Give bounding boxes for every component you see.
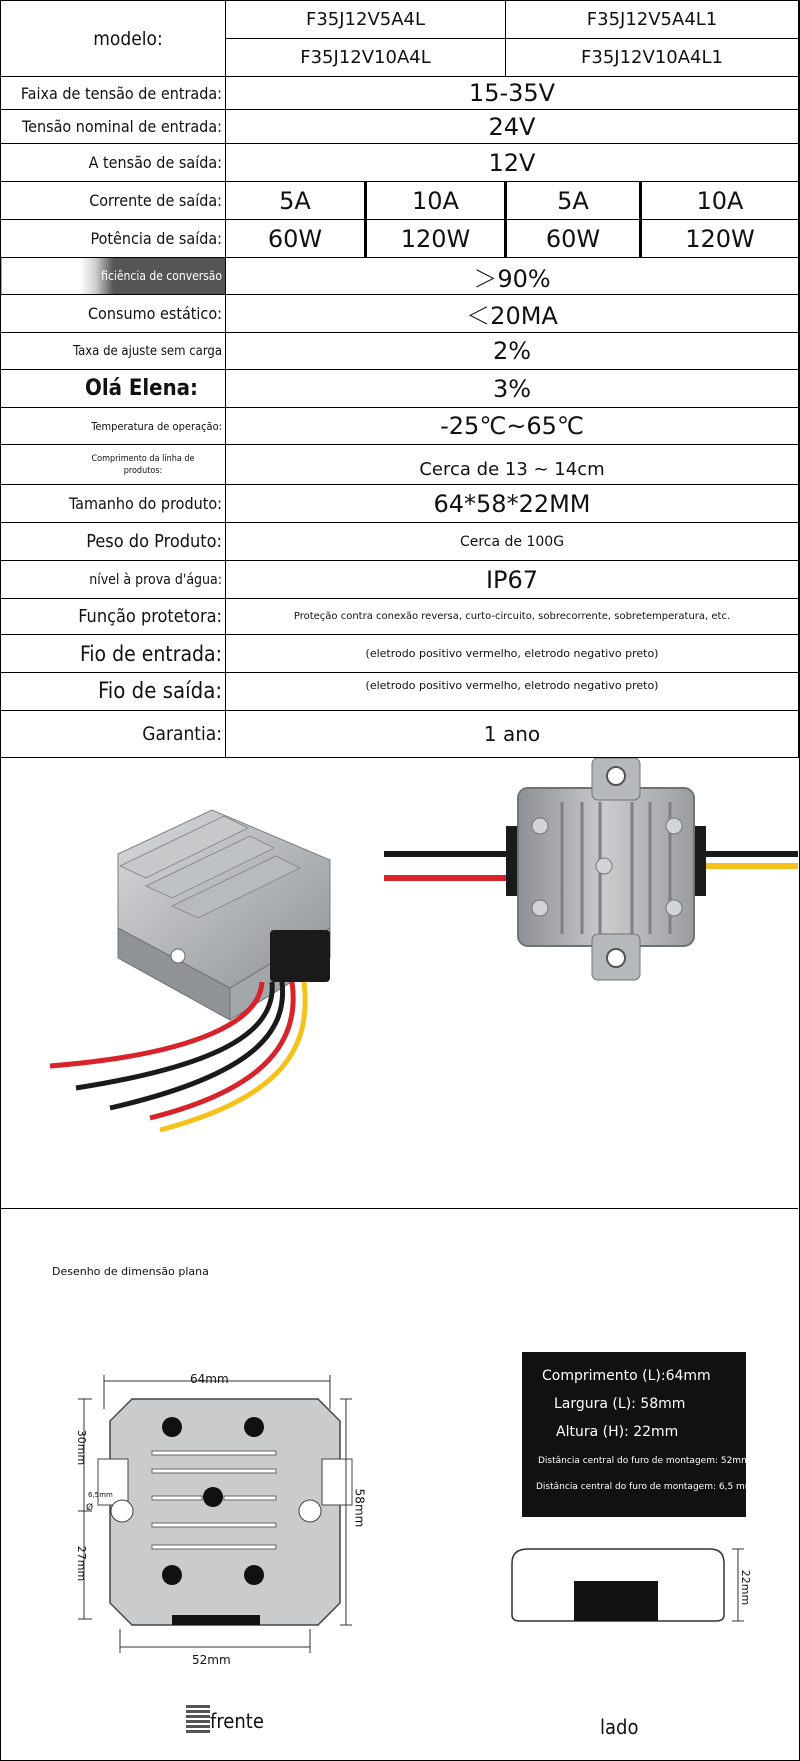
greeting-label: Olá Elena: xyxy=(1,370,226,408)
left-module-photo xyxy=(50,810,330,1130)
weight-value: Cerca de 100G xyxy=(226,523,799,561)
weight-label: Peso do Produto: xyxy=(1,523,226,561)
current-cell: 10A xyxy=(366,182,506,220)
output-power-label: Potência de saída: xyxy=(1,220,226,258)
input-wire-value: (eletrodo positivo vermelho, eletrodo negativo preto) xyxy=(226,635,799,673)
protection-value: Proteção contra conexão reversa, curto-circuito, sobrecorrente, sobretemperatura, etc. xyxy=(226,599,799,635)
warranty-value: 1 ano xyxy=(226,711,799,758)
spec-hole-distance-2: Distância central do furo de montagem: 6,5 mm xyxy=(536,1482,754,1492)
dim-width-label: 64mm xyxy=(190,1372,229,1386)
dim-hole-label: 6,5mm xyxy=(88,1491,113,1499)
model-cell: F35J12V5A4L1 xyxy=(506,1,799,39)
nominal-input-label: Tensão nominal de entrada: xyxy=(1,110,226,144)
product-size-label: Tamanho do produto: xyxy=(1,485,226,523)
no-load-regulation-value: 2% xyxy=(226,333,799,370)
operating-temp-label: Temperatura de operação: xyxy=(1,408,226,445)
doc-icon xyxy=(186,1705,210,1733)
model-cell: F35J12V10A4L1 xyxy=(506,39,799,77)
operating-temp-value: -25℃~65℃ xyxy=(226,408,799,445)
power-cell: 120W xyxy=(641,220,799,258)
protection-label: Função protetora: xyxy=(1,599,226,635)
input-range-value: 15-35V xyxy=(226,77,799,110)
spec-width: Largura (L): 58mm xyxy=(554,1396,686,1412)
spec-length: Comprimento (L):64mm xyxy=(542,1368,711,1384)
dim-left-lower-label: 27mm xyxy=(75,1545,89,1582)
greeting-value: 3% xyxy=(226,370,799,408)
product-photo-illustration xyxy=(0,758,798,1208)
dim-height-label: 58mm xyxy=(352,1488,367,1528)
efficiency-value: ＞90% xyxy=(226,258,799,295)
power-cell: 60W xyxy=(226,220,366,258)
static-consumption-label: Consumo estático: xyxy=(1,295,226,333)
dimension-specs-box xyxy=(522,1352,754,1517)
spec-height: Altura (H): 22mm xyxy=(556,1424,679,1440)
input-wire-label: Fio de entrada: xyxy=(1,635,226,673)
output-wire-label: Fio de saída: xyxy=(1,673,226,711)
warranty-label: Garantia: xyxy=(1,711,226,758)
drawing-caption: Desenho de dimensão plana xyxy=(52,1265,209,1278)
current-cell: 10A xyxy=(641,182,799,220)
output-voltage-value: 12V xyxy=(226,144,799,182)
no-load-regulation-label: Taxa de ajuste sem carga xyxy=(1,333,226,370)
output-current-label: Corrente de saída: xyxy=(1,182,226,220)
line-length-value: Cerca de 13 ~ 14cm xyxy=(226,445,799,485)
current-cell: 5A xyxy=(506,182,641,220)
model-label: modelo: xyxy=(1,1,226,77)
nominal-input-value: 24V xyxy=(226,110,799,144)
input-range-label: Faixa de tensão de entrada: xyxy=(1,77,226,110)
dim-hole-symbol: Ø xyxy=(86,1503,94,1513)
power-cell: 120W xyxy=(366,220,506,258)
front-view-label: frente xyxy=(210,1709,264,1733)
dim-left-upper-label: 30mm xyxy=(75,1429,89,1466)
output-wire-value: (eletrodo positivo vermelho, eletrodo negativo preto) xyxy=(226,673,799,711)
side-view-label: lado xyxy=(600,1715,639,1739)
dim-bottom-label: 52mm xyxy=(192,1653,231,1667)
output-voltage-label: A tensão de saída: xyxy=(1,144,226,182)
current-cell: 5A xyxy=(226,182,366,220)
dimension-drawing-area xyxy=(0,1209,798,1759)
spec-hole-distance-1: Distância central do furo de montagem: 52mm xyxy=(538,1456,750,1466)
power-cell: 60W xyxy=(506,220,641,258)
dim-side-label: 22mm xyxy=(739,1569,753,1606)
static-consumption-value: ＜20MA xyxy=(226,295,799,333)
model-cell: F35J12V10A4L xyxy=(226,39,506,77)
right-module-photo xyxy=(384,758,798,980)
product-size-value: 64*58*22MM xyxy=(226,485,799,523)
efficiency-label: ficiência de conversão xyxy=(1,258,226,295)
spec-table xyxy=(0,0,799,758)
waterproof-label: nível à prova d'água: xyxy=(1,561,226,599)
waterproof-value: IP67 xyxy=(226,561,799,599)
product-photos xyxy=(0,758,798,1209)
model-cell: F35J12V5A4L xyxy=(226,1,506,39)
line-length-label: Comprimento da linha de produtos: xyxy=(1,445,226,485)
